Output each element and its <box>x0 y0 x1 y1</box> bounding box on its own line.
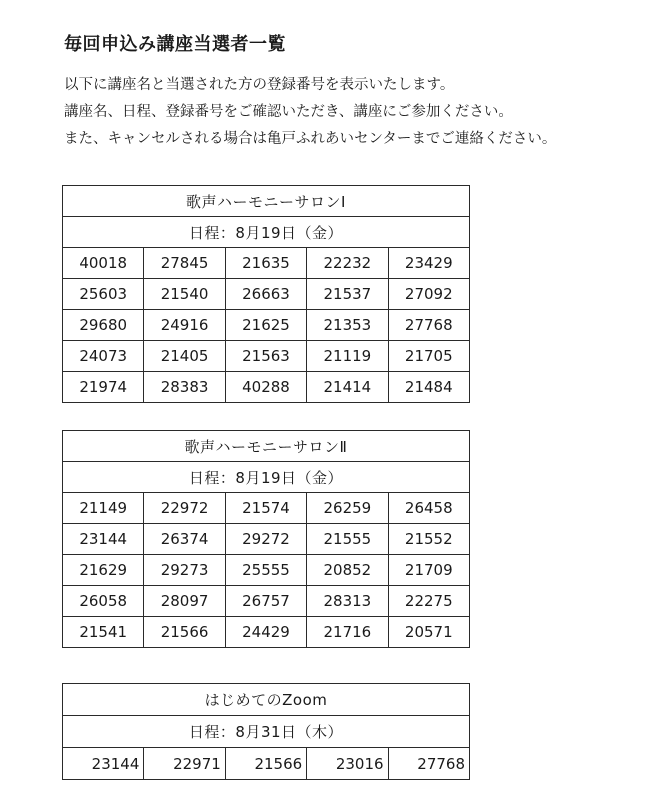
page-title: 毎回申込み講座当選者一覧 <box>64 34 286 55</box>
registration-number: 21974 <box>63 372 144 403</box>
registration-number: 28313 <box>307 586 388 617</box>
table-row <box>63 279 470 310</box>
intro-line: 講座名、日程、登録番号をご確認いただき、講座にご参加ください。 <box>64 104 513 120</box>
registration-number: 21629 <box>63 555 144 586</box>
table-row <box>63 248 470 279</box>
registration-number: 26663 <box>225 279 306 310</box>
registration-number: 24916 <box>144 310 225 341</box>
registration-number: 21537 <box>307 279 388 310</box>
registration-number: 24073 <box>63 341 144 372</box>
registration-number: 25555 <box>225 555 306 586</box>
registration-number: 29272 <box>225 524 306 555</box>
course-schedule: 日程：8月19日（金） <box>63 217 470 248</box>
registration-number: 21119 <box>307 341 388 372</box>
registration-number: 21353 <box>307 310 388 341</box>
course-schedule: 日程：8月31日（木） <box>63 716 470 748</box>
table-row <box>63 372 470 403</box>
course-table-zoom <box>62 683 470 780</box>
course-name: 歌声ハーモニーサロンⅡ <box>63 431 470 462</box>
registration-number: 28097 <box>144 586 225 617</box>
registration-number: 21540 <box>144 279 225 310</box>
table-row <box>63 493 470 524</box>
registration-number: 23144 <box>63 524 144 555</box>
registration-number: 27845 <box>144 248 225 279</box>
registration-number: 27768 <box>388 310 469 341</box>
course-name: 歌声ハーモニーサロンⅠ <box>63 186 470 217</box>
table-row <box>63 524 470 555</box>
registration-number: 21705 <box>388 341 469 372</box>
registration-number: 21635 <box>225 248 306 279</box>
registration-number: 26058 <box>63 586 144 617</box>
table-row <box>63 555 470 586</box>
registration-number: 21555 <box>307 524 388 555</box>
registration-number: 28383 <box>144 372 225 403</box>
registration-number: 21541 <box>63 617 144 648</box>
intro-text <box>64 72 556 153</box>
registration-number: 27768 <box>388 748 469 780</box>
table-row <box>63 617 470 648</box>
registration-number: 20571 <box>388 617 469 648</box>
registration-number: 23144 <box>63 748 144 780</box>
registration-number: 23016 <box>307 748 388 780</box>
registration-number: 22971 <box>144 748 225 780</box>
registration-number: 25603 <box>63 279 144 310</box>
registration-number: 21484 <box>388 372 469 403</box>
registration-number: 21149 <box>63 493 144 524</box>
registration-number: 21566 <box>225 748 306 780</box>
table-row <box>63 341 470 372</box>
table-row <box>63 748 470 780</box>
registration-number: 26259 <box>307 493 388 524</box>
registration-number: 26757 <box>225 586 306 617</box>
registration-number: 21566 <box>144 617 225 648</box>
registration-number: 40288 <box>225 372 306 403</box>
registration-number: 21716 <box>307 617 388 648</box>
registration-number: 22972 <box>144 493 225 524</box>
course-table-harmony-2 <box>62 430 470 648</box>
registration-number: 21414 <box>307 372 388 403</box>
registration-number: 26374 <box>144 524 225 555</box>
registration-number: 26458 <box>388 493 469 524</box>
registration-number: 23429 <box>388 248 469 279</box>
registration-number: 27092 <box>388 279 469 310</box>
course-schedule: 日程：8月19日（金） <box>63 462 470 493</box>
registration-number: 29680 <box>63 310 144 341</box>
registration-number: 21552 <box>388 524 469 555</box>
registration-number: 22275 <box>388 586 469 617</box>
registration-number: 29273 <box>144 555 225 586</box>
registration-number: 40018 <box>63 248 144 279</box>
table-row <box>63 310 470 341</box>
registration-number: 21563 <box>225 341 306 372</box>
registration-number: 21405 <box>144 341 225 372</box>
registration-number: 24429 <box>225 617 306 648</box>
registration-number: 21574 <box>225 493 306 524</box>
intro-line: また、キャンセルされる場合は亀戸ふれあいセンターまでご連絡ください。 <box>64 131 557 147</box>
registration-number: 21709 <box>388 555 469 586</box>
registration-number: 20852 <box>307 555 388 586</box>
registration-number: 21625 <box>225 310 306 341</box>
course-name: はじめてのZoom <box>63 684 470 716</box>
course-table-harmony-1 <box>62 185 470 403</box>
table-row <box>63 586 470 617</box>
intro-line: 以下に講座名と当選された方の登録番号を表示いたします。 <box>64 77 455 93</box>
registration-number: 22232 <box>307 248 388 279</box>
